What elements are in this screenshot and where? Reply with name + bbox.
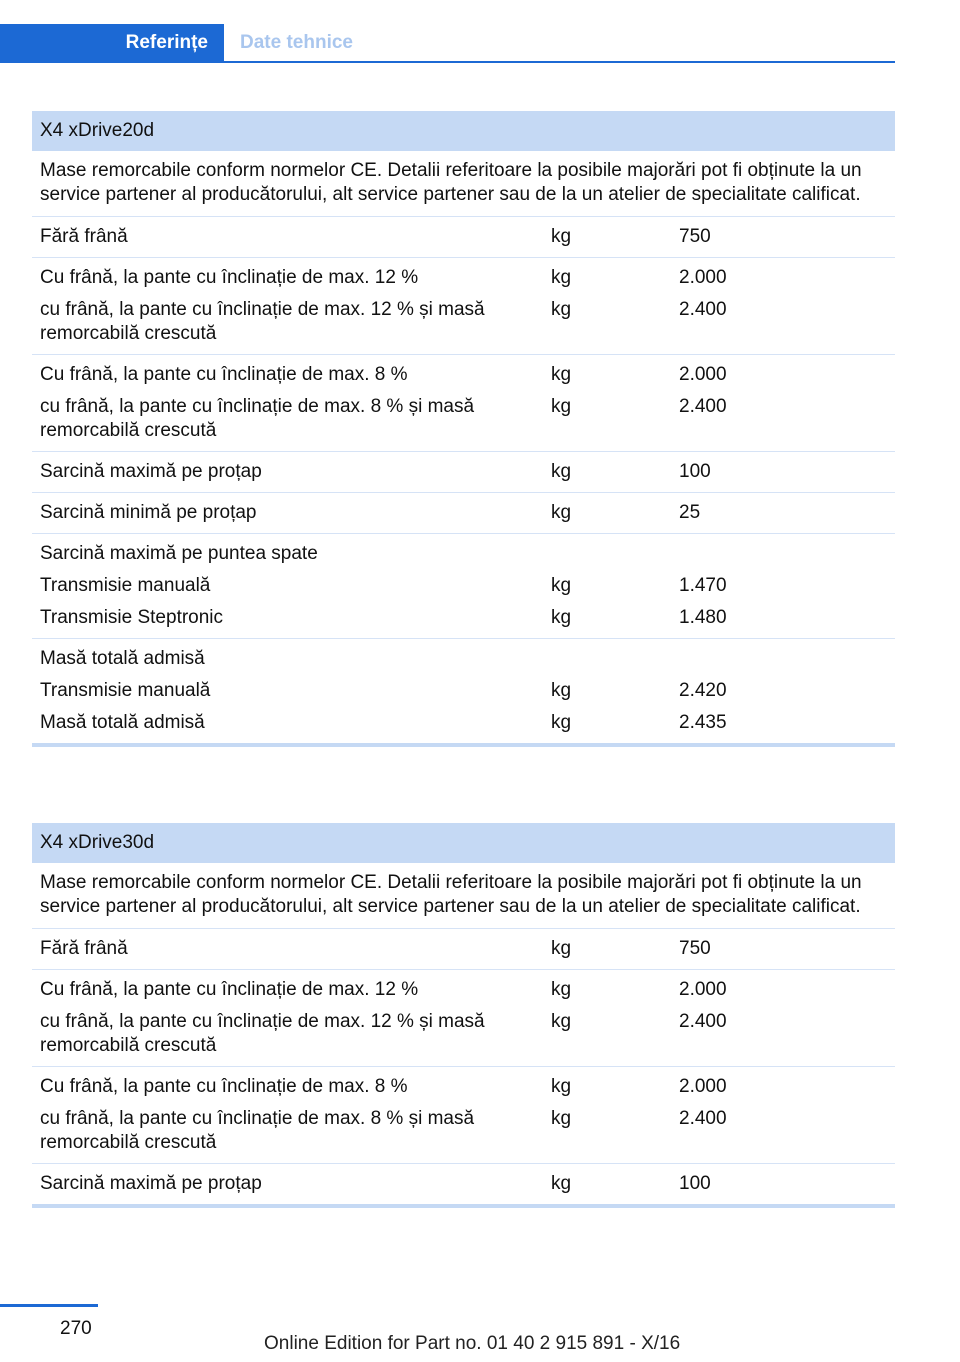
row-unit [543, 534, 671, 575]
row-label: Sarcină minimă pe proțap [32, 493, 543, 534]
row-label: Cu frână, la pante cu înclinație de max. 12 % [40, 267, 419, 288]
row-label: Sarcină maximă pe puntea spate [40, 543, 318, 564]
row-value: 2.400 [679, 396, 727, 417]
row-value: 1.480 [671, 606, 895, 639]
row-unit: kg [543, 493, 671, 534]
row-unit: kg [543, 929, 671, 970]
row-label: Masă totală admisă [32, 711, 543, 745]
row-label: Transmisie manuală [40, 575, 211, 596]
row-unit: kg [551, 1108, 572, 1129]
row-unit: kg [551, 396, 572, 417]
row-unit: kg [551, 299, 572, 320]
row-value: 100 [671, 452, 895, 493]
section-description: Mase remorcabile conform normelor CE. Detalii referitoare la posibile majorări pot fi obținute la un service partener al producătorului, alt service partener sau de la un atelier de specialitate calificat. [32, 863, 895, 929]
spec-table-xdrive20d [32, 111, 895, 747]
top-nav [0, 24, 895, 63]
row-label: cu frână, la pante cu înclinație de max. 8 % și masă remorcabilă crescută [40, 396, 475, 441]
section-description: Mase remorcabile conform normelor CE. Detalii referitoare la posibile majorări pot fi obținute la un service partener al producătorului, alt service partener sau de la un atelier de specialitate calificat. [32, 151, 895, 217]
row-label: cu frână, la pante cu înclinație de max. 12 % și masă remorcabilă crescută [40, 1011, 485, 1056]
row-value: 2.435 [671, 711, 895, 745]
row-value [671, 639, 895, 680]
row-label: cu frână, la pante cu înclinație de max. 12 % și masă remorcabilă crescută [40, 299, 485, 344]
row-value: 2.400 [679, 1108, 727, 1129]
row-unit: kg [551, 364, 572, 385]
row-unit: kg [551, 267, 572, 288]
row-unit: kg [551, 1076, 572, 1097]
row-label: Cu frână, la pante cu înclinație de max. 8 % [40, 364, 408, 385]
row-value: 750 [671, 217, 895, 258]
row-unit: kg [543, 606, 671, 639]
row-value: 2.000 [679, 979, 727, 1000]
row-label: Fără frână [32, 217, 543, 258]
row-value: 750 [671, 929, 895, 970]
row-label: Transmisie Steptronic [32, 606, 543, 639]
row-label: Fără frână [32, 929, 543, 970]
tab-referinte[interactable]: Referințe [0, 24, 224, 61]
row-label: Sarcină maximă pe proțap [32, 452, 543, 493]
row-label: Cu frână, la pante cu înclinație de max. 12 % [40, 979, 419, 1000]
row-value: 25 [671, 493, 895, 534]
row-value: 2.000 [679, 1076, 727, 1097]
row-unit: kg [551, 575, 572, 596]
row-value: 1.470 [679, 575, 727, 596]
page-number-bar [0, 1304, 98, 1307]
section-title: X4 xDrive30d [32, 823, 895, 863]
section-title: X4 xDrive20d [32, 111, 895, 151]
row-unit [543, 639, 671, 680]
row-unit: kg [543, 452, 671, 493]
row-value: 100 [671, 1164, 895, 1207]
row-value: 2.400 [679, 299, 727, 320]
spec-table-xdrive30d [32, 823, 895, 1208]
row-value: 2.000 [679, 364, 727, 385]
row-label: Transmisie manuală [40, 680, 211, 701]
row-unit: kg [543, 1164, 671, 1207]
tab-date-tehnice[interactable]: Date tehnice [240, 31, 353, 53]
row-unit: kg [543, 711, 671, 745]
page-number: 270 [60, 1318, 92, 1339]
row-value: 2.000 [679, 267, 727, 288]
row-label: Masă totală admisă [40, 648, 205, 669]
row-unit: kg [551, 979, 572, 1000]
edition-footer: Online Edition for Part no. 01 40 2 915 891 - X/16 [264, 1333, 681, 1354]
row-unit: kg [543, 217, 671, 258]
row-value: 2.400 [679, 1011, 727, 1032]
row-value [671, 534, 895, 575]
row-value: 2.420 [679, 680, 727, 701]
row-unit: kg [551, 680, 572, 701]
row-label: cu frână, la pante cu înclinație de max. 8 % și masă remorcabilă crescută [40, 1108, 475, 1153]
row-label: Sarcină maximă pe proțap [32, 1164, 543, 1207]
row-label: Cu frână, la pante cu înclinație de max. 8 % [40, 1076, 408, 1097]
row-unit: kg [551, 1011, 572, 1032]
